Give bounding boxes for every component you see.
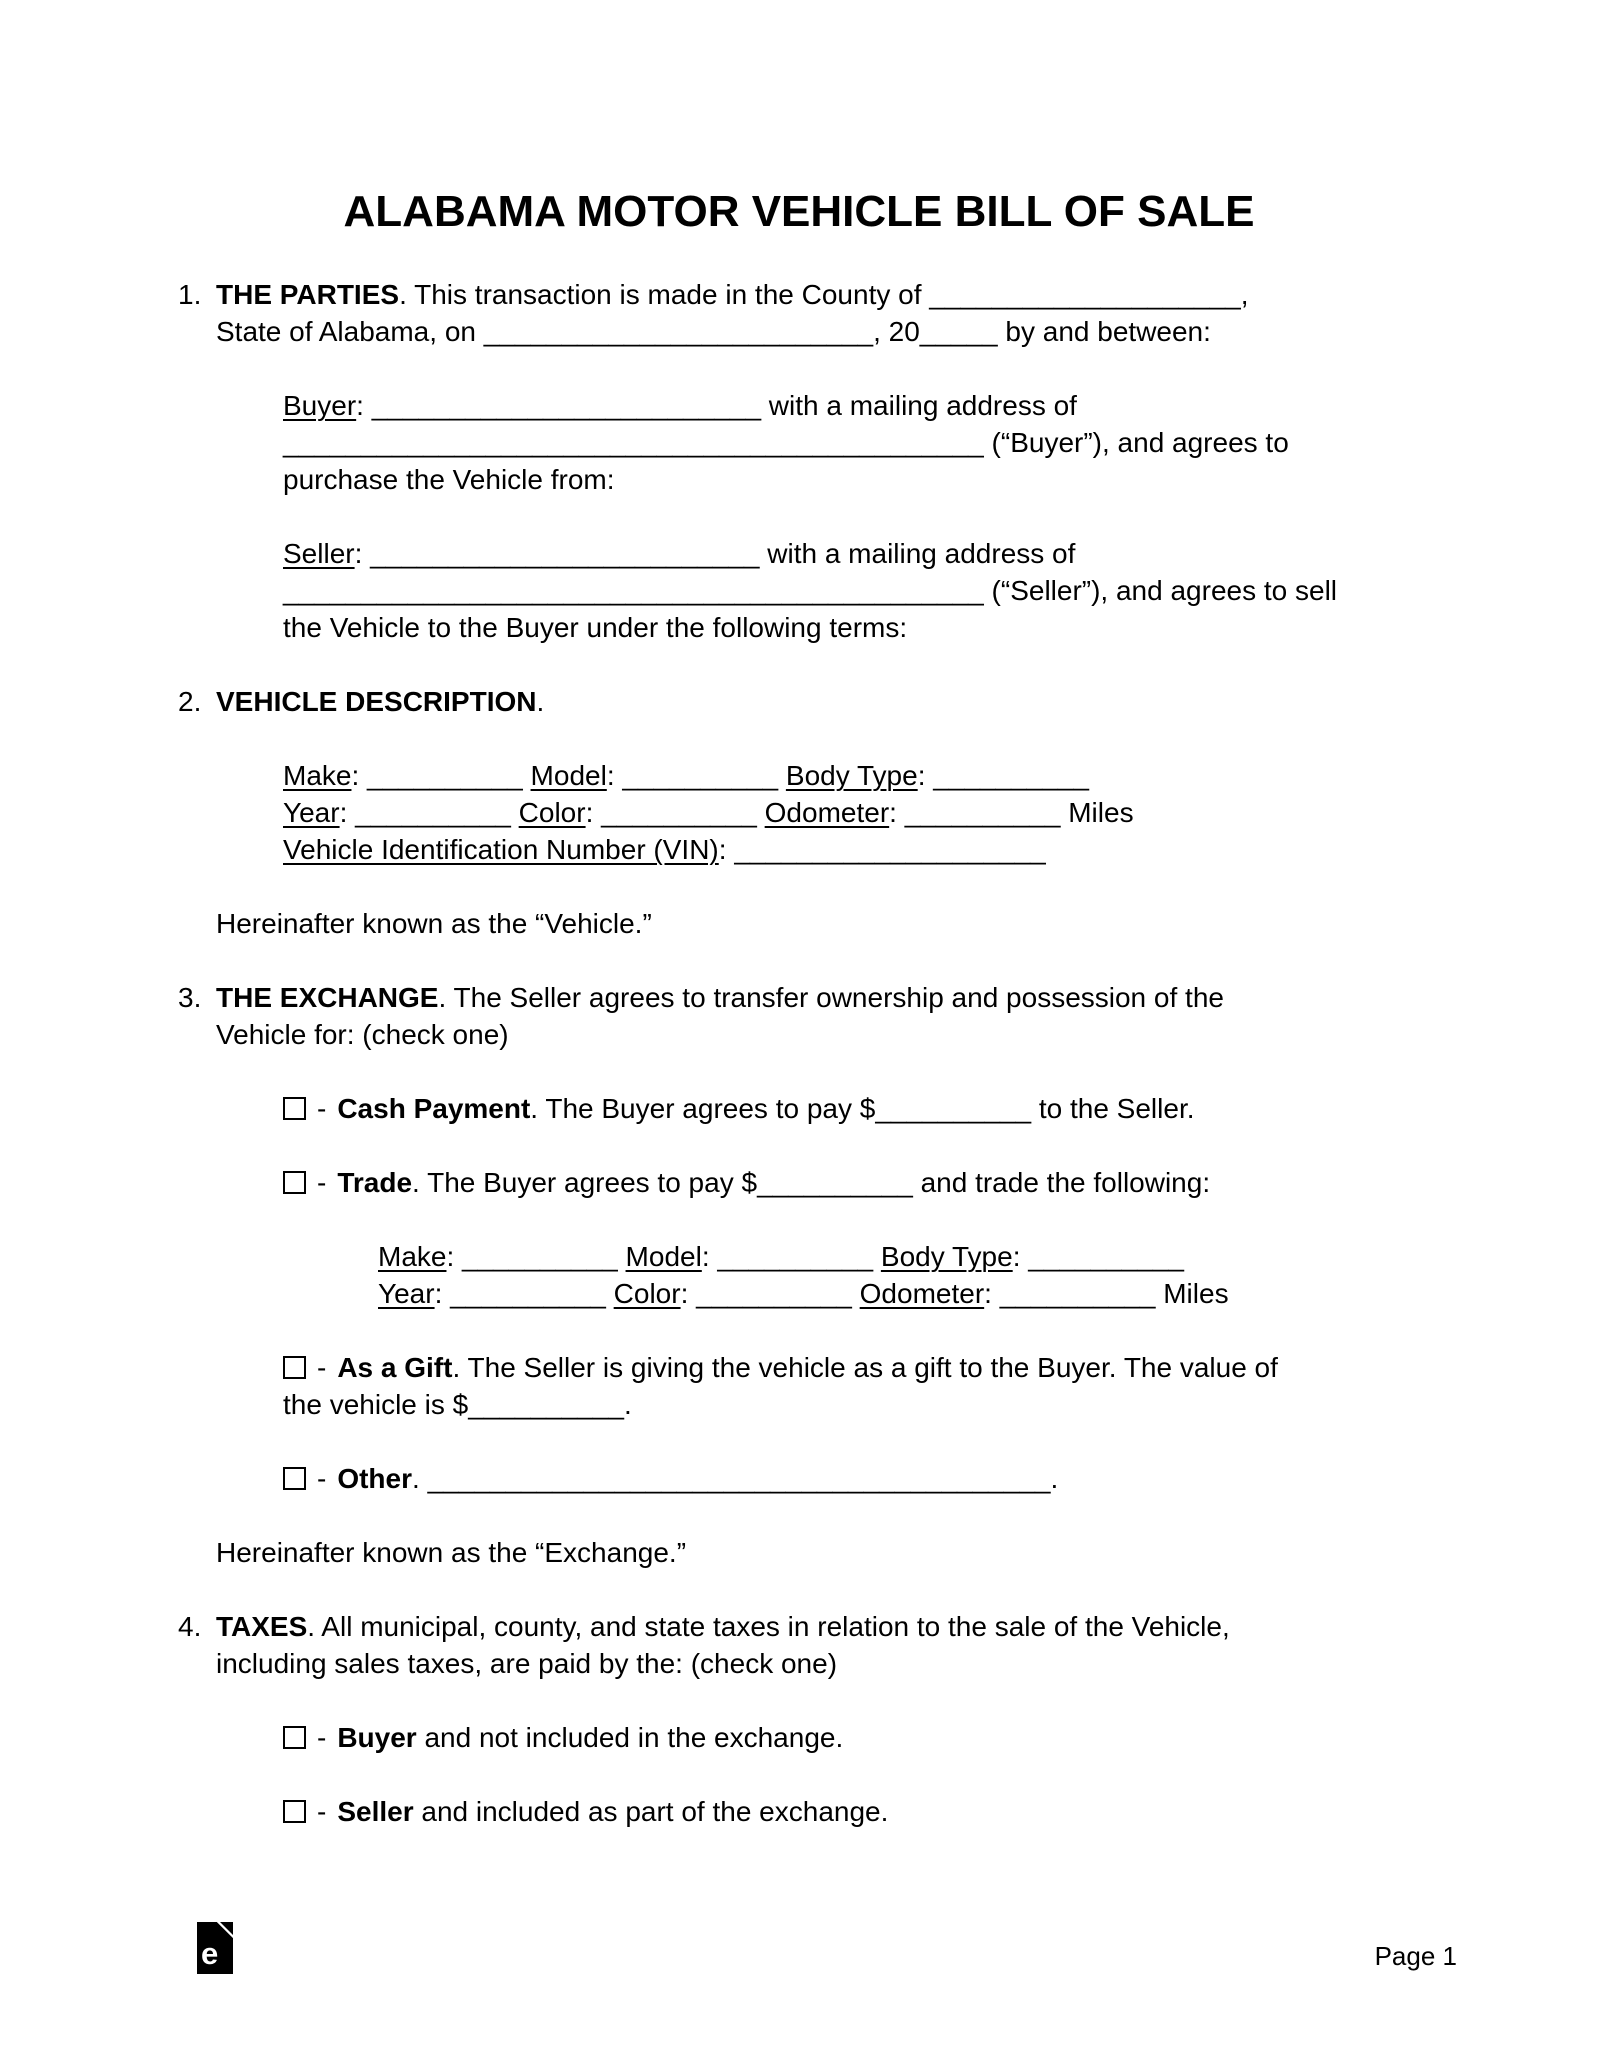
label-colon: :: [446, 1241, 463, 1272]
section-1-heading: THE PARTIES: [216, 279, 400, 310]
trade-odometer-blank-field[interactable]: __________: [999, 1278, 1156, 1309]
section-2-number: 2.: [178, 686, 202, 717]
folded-corner-icon: [220, 1922, 233, 1935]
other-text-end: .: [1050, 1463, 1059, 1494]
vehicle-fields-block: [283, 757, 1420, 868]
gift-text: . The Seller is giving the vehicle as a gift to the Buyer. The value of: [452, 1352, 1278, 1383]
section-3-text-line2: Vehicle for: (check one): [216, 1019, 509, 1050]
trade-body-type-blank-field[interactable]: __________: [1028, 1241, 1184, 1272]
page-number: Page 1: [1374, 1941, 1457, 1971]
label-colon: :: [585, 797, 602, 828]
taxes-buyer-label: Buyer: [337, 1722, 417, 1753]
taxes-seller-option: [283, 1793, 1420, 1830]
gift-text-line2: the vehicle is $: [283, 1389, 469, 1420]
section-3-exchange: [178, 979, 1420, 1053]
trade-text: . The Buyer agrees to pay $: [412, 1167, 758, 1198]
other-label: Other: [337, 1463, 413, 1494]
gift-text-end: .: [623, 1389, 632, 1420]
document-title: ALABAMA MOTOR VEHICLE BILL OF SALE: [343, 187, 1255, 236]
seller-line1-text: with a mailing address of: [759, 538, 1076, 569]
buyer-colon: :: [356, 390, 372, 421]
buyer-label: Buyer: [283, 390, 357, 421]
vehicle-odometer-label: Odometer: [764, 797, 890, 828]
vehicle-vin-label: Vehicle Identification Number (VIN): [283, 834, 719, 865]
buyer-paragraph: [283, 387, 1420, 498]
trade-fields-line2: [378, 1275, 1420, 1312]
section-1-parties: [178, 276, 1420, 350]
trade-checkbox[interactable]: [283, 1171, 306, 1194]
section-1-text-end: by and between:: [997, 316, 1211, 347]
vehicle-year-label: Year: [283, 797, 340, 828]
section-1-number: 1.: [178, 279, 202, 310]
gift-checkbox[interactable]: [283, 1356, 306, 1379]
trade-odometer-label: Odometer: [859, 1278, 985, 1309]
checkbox-dash: -: [317, 1463, 327, 1494]
vehicle-miles-label: Miles: [1060, 797, 1134, 828]
checkbox-dash: -: [317, 1352, 327, 1383]
trade-model-label: Model: [625, 1241, 702, 1272]
section-3-text: . The Seller agrees to transfer ownership and possession of the: [438, 982, 1224, 1013]
vehicle-color-label: Color: [518, 797, 586, 828]
seller-line3-text: the Vehicle to the Buyer under the following terms:: [283, 612, 908, 643]
other-option: [283, 1460, 1420, 1497]
trade-text-end: and trade the following:: [912, 1167, 1211, 1198]
transaction-date-blank-field[interactable]: _________________________: [483, 316, 874, 347]
section-3-number: 3.: [178, 982, 202, 1013]
vehicle-fields-line1: [283, 757, 1420, 794]
hereinafter-exchange-text: Hereinafter known as the “Exchange.”: [216, 1537, 687, 1568]
label-colon: :: [701, 1241, 718, 1272]
buyer-line2-text: (“Buyer”), and agrees to: [983, 427, 1289, 458]
transaction-year-blank-field[interactable]: _____: [919, 316, 998, 347]
vehicle-make-blank-field[interactable]: __________: [367, 760, 523, 791]
vehicle-color-blank-field[interactable]: __________: [601, 797, 757, 828]
taxes-buyer-option: [283, 1719, 1420, 1756]
trade-year-label: Year: [378, 1278, 435, 1309]
seller-name-blank-field[interactable]: _________________________: [370, 538, 760, 569]
vehicle-body-type-blank-field[interactable]: __________: [933, 760, 1089, 791]
vehicle-model-label: Model: [530, 760, 607, 791]
section-4-taxes: [178, 1608, 1420, 1682]
cash-payment-checkbox[interactable]: [283, 1097, 306, 1120]
label-colon: :: [606, 760, 623, 791]
vin-colon: :: [718, 834, 735, 865]
buyer-line1-text: with a mailing address of: [761, 390, 1077, 421]
section-4-text-line2: including sales taxes, are paid by the: (check one): [216, 1648, 838, 1679]
section-4-number: 4.: [178, 1611, 202, 1642]
buyer-name-blank-field[interactable]: _________________________: [371, 390, 762, 421]
other-text: .: [412, 1463, 428, 1494]
vehicle-year-blank-field[interactable]: __________: [355, 797, 511, 828]
checkbox-dash: -: [317, 1093, 327, 1124]
other-checkbox[interactable]: [283, 1467, 306, 1490]
checkbox-dash: -: [317, 1167, 327, 1198]
gift-value-blank-field[interactable]: __________: [468, 1389, 624, 1420]
trade-fields-line1: [378, 1238, 1420, 1275]
buyer-address-blank-field[interactable]: _____________________________________________: [283, 427, 984, 458]
section-1-text-line2: State of Alabama, on: [216, 316, 484, 347]
seller-address-blank-field[interactable]: _____________________________________________: [283, 575, 984, 606]
label-colon: :: [984, 1278, 1000, 1309]
section-2-vehicle-description: [178, 683, 1420, 720]
trade-make-blank-field[interactable]: __________: [462, 1241, 618, 1272]
trade-color-label: Color: [613, 1278, 681, 1309]
label-colon: :: [339, 797, 356, 828]
label-colon: :: [680, 1278, 697, 1309]
taxes-seller-text: and included as part of the exchange.: [413, 1796, 889, 1827]
trade-make-label: Make: [378, 1241, 447, 1272]
trade-color-blank-field[interactable]: __________: [696, 1278, 852, 1309]
section-4-heading: TAXES: [216, 1611, 308, 1642]
section-1-year-prefix: , 20: [873, 316, 920, 347]
trade-year-blank-field[interactable]: __________: [450, 1278, 606, 1309]
cash-payment-text-end: to the Seller.: [1031, 1093, 1195, 1124]
other-description-blank-field[interactable]: ________________________________________: [427, 1463, 1051, 1494]
section-4-text: . All municipal, county, and state taxes in relation to the sale of the Vehicle,: [307, 1611, 1230, 1642]
gift-label: As a Gift: [337, 1352, 453, 1383]
section-2-heading: VEHICLE DESCRIPTION: [216, 686, 537, 717]
vehicle-body-type-label: Body Type: [785, 760, 918, 791]
taxes-seller-label: Seller: [337, 1796, 414, 1827]
seller-colon: :: [354, 538, 371, 569]
hereinafter-vehicle-text: Hereinafter known as the “Vehicle.”: [216, 908, 652, 939]
section-2-period: .: [536, 686, 545, 717]
cash-payment-text: . The Buyer agrees to pay $: [530, 1093, 876, 1124]
vehicle-model-blank-field[interactable]: __________: [622, 760, 779, 791]
cash-payment-label: Cash Payment: [337, 1093, 531, 1124]
section-1-comma: ,: [1240, 279, 1249, 310]
county-blank-field[interactable]: ____________________: [929, 279, 1241, 310]
vehicle-vin-blank-field[interactable]: ____________________: [734, 834, 1046, 865]
label-colon: :: [351, 760, 368, 791]
cash-payment-option: [283, 1090, 1420, 1127]
trade-label: Trade: [337, 1167, 413, 1198]
label-colon: :: [917, 760, 934, 791]
trade-vehicle-fields-block: [378, 1238, 1420, 1312]
trade-body-type-label: Body Type: [880, 1241, 1013, 1272]
trade-miles-label: Miles: [1155, 1278, 1229, 1309]
logo-letter: e: [201, 1936, 219, 1971]
trade-option: [283, 1164, 1420, 1201]
gift-option: [283, 1349, 1420, 1423]
taxes-buyer-text: and not included in the exchange.: [416, 1722, 844, 1753]
taxes-seller-checkbox[interactable]: [283, 1800, 306, 1823]
seller-label: Seller: [283, 538, 355, 569]
cash-amount-blank-field[interactable]: __________: [875, 1093, 1032, 1124]
section-1-text: . This transaction is made in the County of: [399, 279, 930, 310]
vehicle-fields-line2: [283, 794, 1420, 831]
seller-paragraph: [283, 535, 1420, 646]
label-colon: :: [1012, 1241, 1029, 1272]
checkbox-dash: -: [317, 1796, 327, 1827]
label-colon: :: [434, 1278, 451, 1309]
eforms-logo: [197, 1922, 233, 1974]
trade-amount-blank-field[interactable]: __________: [757, 1167, 913, 1198]
label-colon: :: [889, 797, 905, 828]
taxes-buyer-checkbox[interactable]: [283, 1726, 306, 1749]
seller-line2-text: (“Seller”), and agrees to sell: [983, 575, 1338, 606]
vehicle-odometer-blank-field[interactable]: __________: [904, 797, 1061, 828]
vehicle-make-label: Make: [283, 760, 352, 791]
vehicle-fields-line3: [283, 831, 1420, 868]
trade-model-blank-field[interactable]: __________: [717, 1241, 874, 1272]
buyer-line3-text: purchase the Vehicle from:: [283, 464, 615, 495]
checkbox-dash: -: [317, 1722, 327, 1753]
section-3-heading: THE EXCHANGE: [216, 982, 439, 1013]
